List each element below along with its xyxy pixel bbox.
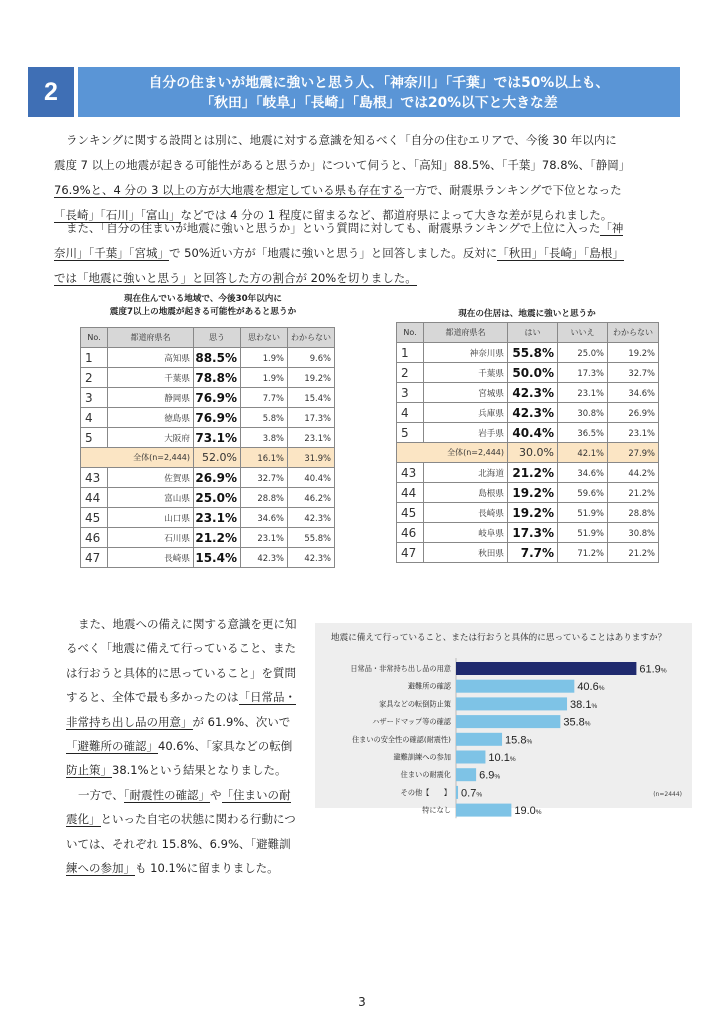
unknown-percent-cell: 32.7% bbox=[608, 363, 659, 383]
value-number: 15.8 bbox=[505, 734, 527, 747]
rank-cell: 45 bbox=[397, 503, 424, 523]
table-row bbox=[397, 343, 659, 363]
primary-percent-cell: 21.2% bbox=[194, 528, 241, 548]
secondary-percent-cell: 5.8% bbox=[241, 408, 288, 428]
table-row bbox=[81, 408, 335, 428]
table1-caption bbox=[80, 293, 326, 319]
value-label bbox=[479, 770, 500, 782]
secondary-percent-cell: 28.8% bbox=[241, 488, 288, 508]
value-unit: % bbox=[535, 809, 542, 817]
table1-header-yes: 思う bbox=[194, 328, 241, 348]
total-unknown-percent: 27.9% bbox=[608, 443, 659, 463]
primary-percent-cell: 19.2% bbox=[508, 503, 558, 523]
rank-cell: 3 bbox=[397, 383, 424, 403]
chart-note: (n=2444) bbox=[653, 791, 682, 798]
total-secondary-percent: 42.1% bbox=[558, 443, 608, 463]
value-number: 10.1 bbox=[488, 752, 510, 764]
rank-cell: 47 bbox=[397, 543, 424, 563]
chart-plot bbox=[315, 623, 692, 818]
total-row bbox=[397, 443, 659, 463]
value-label bbox=[514, 805, 541, 817]
prefecture-cell: 神奈川県 bbox=[424, 343, 508, 363]
bar bbox=[456, 662, 636, 675]
unknown-percent-cell: 34.6% bbox=[608, 383, 659, 403]
para2-line2-b: で 50%近い方が「地震に強いと思う」と回答しました。反対に bbox=[169, 246, 498, 260]
rank-cell: 4 bbox=[81, 408, 108, 428]
bar bbox=[456, 715, 560, 728]
para3-line6-b: 40.6%、「家具などの転倒 bbox=[158, 738, 293, 753]
secondary-percent-cell: 23.1% bbox=[241, 528, 288, 548]
prefecture-cell: 富山県 bbox=[108, 488, 194, 508]
total-unknown-percent: 31.9% bbox=[288, 448, 335, 468]
secondary-percent-cell: 34.6% bbox=[241, 508, 288, 528]
para3-line3: は行おうと具体的に思っていること」を質問 bbox=[66, 665, 296, 680]
prefecture-cell: 岐阜県 bbox=[424, 523, 508, 543]
category-label: 避難所の確認 bbox=[407, 681, 451, 691]
unknown-percent-cell: 26.9% bbox=[608, 403, 659, 423]
value-unit: % bbox=[591, 702, 598, 710]
section-number: 2 bbox=[28, 67, 74, 117]
value-unit: % bbox=[526, 738, 533, 746]
prefecture-cell: 長崎県 bbox=[424, 503, 508, 523]
value-unit: % bbox=[584, 720, 591, 728]
primary-percent-cell: 88.5% bbox=[194, 348, 241, 368]
table2-header-row bbox=[397, 323, 659, 343]
rank-cell: 45 bbox=[81, 508, 108, 528]
value-number: 6.9 bbox=[479, 769, 495, 782]
para3-line5 bbox=[66, 710, 306, 734]
bar bbox=[456, 768, 476, 781]
para2-line2 bbox=[54, 241, 666, 266]
section-title-line1: 自分の住まいが地震に強いと思う人、「神奈川」「千葉」では50%以上も、 bbox=[148, 75, 610, 91]
secondary-percent-cell: 36.5% bbox=[558, 423, 608, 443]
secondary-percent-cell: 51.9% bbox=[558, 503, 608, 523]
prefecture-cell: 兵庫県 bbox=[424, 403, 508, 423]
prefecture-cell: 徳島県 bbox=[108, 408, 194, 428]
unknown-percent-cell: 40.4% bbox=[288, 468, 335, 488]
table1-header-pref: 都道府県名 bbox=[108, 328, 194, 348]
secondary-percent-cell: 59.6% bbox=[558, 483, 608, 503]
table2-header-yes: はい bbox=[508, 323, 558, 343]
para1-line2: 震度 7 以上の地震が起きる可能性があると思うか」について伺うと、「高知」88.5%、「千葉」78.8%、「静岡」 bbox=[54, 158, 631, 172]
secondary-percent-cell: 1.9% bbox=[241, 348, 288, 368]
bar bbox=[456, 697, 567, 710]
primary-percent-cell: 17.3% bbox=[508, 523, 558, 543]
para3-line2: るべく「地震に備えて行っていること、また bbox=[66, 641, 296, 656]
table-row bbox=[81, 428, 335, 448]
secondary-percent-cell: 25.0% bbox=[558, 343, 608, 363]
rank-cell: 47 bbox=[81, 548, 108, 568]
table2-caption bbox=[396, 308, 658, 321]
unknown-percent-cell: 19.2% bbox=[288, 368, 335, 388]
value-label bbox=[505, 734, 532, 746]
table1-header-no: No. bbox=[81, 328, 108, 348]
para3-line6 bbox=[66, 734, 306, 758]
primary-percent-cell: 78.8% bbox=[194, 368, 241, 388]
value-number: 0.7 bbox=[461, 787, 477, 800]
para3-line5-b: が 61.9%、次いで bbox=[192, 714, 291, 729]
para2-line2-underlined-c: 「秋田」「長崎」「島根」 bbox=[497, 246, 624, 260]
para3-line1: また、地震への備えに関する意識を更に知 bbox=[78, 617, 297, 631]
para3-line11-b: も 10.1%に留まりました。 bbox=[135, 860, 279, 875]
primary-percent-cell: 42.3% bbox=[508, 403, 558, 423]
unknown-percent-cell: 21.2% bbox=[608, 543, 659, 563]
rank-cell: 5 bbox=[397, 423, 424, 443]
value-label bbox=[488, 752, 515, 764]
para3-line8-underlined-b: 「耐震性の確認」 bbox=[123, 787, 211, 802]
total-secondary-percent: 16.1% bbox=[241, 448, 288, 468]
table1-header-row bbox=[81, 328, 335, 348]
para3-line6-underlined: 「避難所の確認」 bbox=[66, 738, 158, 753]
table-row bbox=[81, 348, 335, 368]
para3-line11-underlined: 練への参加」 bbox=[66, 860, 135, 875]
unknown-percent-cell: 23.1% bbox=[288, 428, 335, 448]
secondary-percent-cell: 30.8% bbox=[558, 403, 608, 423]
value-label bbox=[563, 717, 590, 729]
para1-line3 bbox=[54, 178, 666, 203]
paragraph-1 bbox=[54, 128, 666, 228]
primary-percent-cell: 76.9% bbox=[194, 388, 241, 408]
para3-line9-underlined: 震化」 bbox=[66, 812, 101, 827]
table1-caption-line1: 現在住んでいる地域で、今後30年以内に bbox=[124, 294, 282, 304]
para2-line2-underlined-a: 奈川」「千葉」「宮城」 bbox=[54, 246, 169, 260]
para3-line11 bbox=[66, 856, 306, 880]
prefecture-cell: 佐賀県 bbox=[108, 468, 194, 488]
bar bbox=[456, 804, 511, 817]
table-row bbox=[81, 368, 335, 388]
value-label bbox=[461, 787, 482, 799]
table2-caption-line1: 現在の住居は、地震に強いと思うか bbox=[458, 309, 596, 319]
para3-line4-a: すると、全体で最も多かったのは bbox=[66, 690, 239, 705]
unknown-percent-cell: 42.3% bbox=[288, 548, 335, 568]
total-primary-percent: 30.0% bbox=[508, 443, 558, 463]
category-label: 家具などの転倒防止策 bbox=[379, 699, 451, 709]
unknown-percent-cell: 42.3% bbox=[288, 508, 335, 528]
rank-cell: 46 bbox=[81, 528, 108, 548]
primary-percent-cell: 23.1% bbox=[194, 508, 241, 528]
value-number: 35.8 bbox=[563, 716, 585, 729]
bar bbox=[456, 751, 485, 764]
para1-line3-rest: 一方で、耐震県ランキングで下位となった bbox=[403, 183, 622, 197]
primary-percent-cell: 40.4% bbox=[508, 423, 558, 443]
table2 bbox=[396, 322, 659, 563]
value-number: 38.1 bbox=[570, 698, 592, 711]
para3-line10: いては、それぞれ 15.8%、6.9%、「避難訓 bbox=[66, 836, 291, 851]
primary-percent-cell: 26.9% bbox=[194, 468, 241, 488]
secondary-percent-cell: 23.1% bbox=[558, 383, 608, 403]
secondary-percent-cell: 51.9% bbox=[558, 523, 608, 543]
unknown-percent-cell: 9.6% bbox=[288, 348, 335, 368]
unknown-percent-cell: 19.2% bbox=[608, 343, 659, 363]
rank-cell: 5 bbox=[81, 428, 108, 448]
primary-percent-cell: 42.3% bbox=[508, 383, 558, 403]
para3-line9 bbox=[66, 807, 306, 831]
total-primary-percent: 52.0% bbox=[194, 448, 241, 468]
value-unit: % bbox=[660, 667, 667, 675]
primary-percent-cell: 19.2% bbox=[508, 483, 558, 503]
value-number: 61.9 bbox=[639, 663, 661, 676]
unknown-percent-cell: 17.3% bbox=[288, 408, 335, 428]
section-title-line2: 「秋田」「岐阜」「長崎」「島根」では20%以下と大きな差 bbox=[200, 95, 558, 111]
rank-cell: 2 bbox=[81, 368, 108, 388]
para2-line3-underlined: では「地震に強いと思う」と回答した方の割合が 20%を切りました。 bbox=[54, 271, 417, 285]
rank-cell: 2 bbox=[397, 363, 424, 383]
para3-line4-underlined: 「日常品・ bbox=[238, 690, 296, 705]
prefecture-cell: 島根県 bbox=[424, 483, 508, 503]
para1-line4-rest: などでは 4 分の 1 程度に留まるなど、都道府県によって大きな差が見られました。 bbox=[180, 208, 613, 222]
category-label: 住まいの安全性の確認(耐震性) bbox=[351, 734, 451, 744]
table2-header-unknown: わからない bbox=[608, 323, 659, 343]
page-number: 3 bbox=[358, 995, 366, 1009]
value-unit: % bbox=[476, 791, 483, 799]
table-row bbox=[397, 423, 659, 443]
rank-cell: 4 bbox=[397, 403, 424, 423]
table2-header-no-answer: いいえ bbox=[558, 323, 608, 343]
prefecture-cell: 北海道 bbox=[424, 463, 508, 483]
primary-percent-cell: 73.1% bbox=[194, 428, 241, 448]
table-row bbox=[397, 543, 659, 563]
primary-percent-cell: 25.0% bbox=[194, 488, 241, 508]
secondary-percent-cell: 1.9% bbox=[241, 368, 288, 388]
secondary-percent-cell: 34.6% bbox=[558, 463, 608, 483]
para2-line1-a: また、「自分の住まいが地震に強いと思うか」という質問に対しても、耐震県ランキングで上位に入った bbox=[66, 221, 601, 235]
primary-percent-cell: 21.2% bbox=[508, 463, 558, 483]
secondary-percent-cell: 32.7% bbox=[241, 468, 288, 488]
table-row bbox=[397, 503, 659, 523]
rank-cell: 3 bbox=[81, 388, 108, 408]
prefecture-cell: 秋田県 bbox=[424, 543, 508, 563]
table-row bbox=[81, 488, 335, 508]
para3-line8-c: や bbox=[210, 787, 222, 802]
para3-line7 bbox=[66, 758, 306, 782]
primary-percent-cell: 15.4% bbox=[194, 548, 241, 568]
prefecture-cell: 岩手県 bbox=[424, 423, 508, 443]
secondary-percent-cell: 42.3% bbox=[241, 548, 288, 568]
category-label: 避難訓練への参加 bbox=[393, 752, 451, 762]
table-row bbox=[397, 363, 659, 383]
unknown-percent-cell: 55.8% bbox=[288, 528, 335, 548]
paragraph-2 bbox=[54, 216, 666, 291]
table-row bbox=[397, 463, 659, 483]
secondary-percent-cell: 71.2% bbox=[558, 543, 608, 563]
table-row bbox=[397, 483, 659, 503]
section-header bbox=[28, 67, 680, 117]
rank-cell: 43 bbox=[81, 468, 108, 488]
table-row bbox=[81, 388, 335, 408]
prefecture-cell: 千葉県 bbox=[424, 363, 508, 383]
paragraph-3 bbox=[66, 612, 306, 880]
prefecture-cell: 高知県 bbox=[108, 348, 194, 368]
chart-title: 地震に備えて行っていること、または行おうと具体的に思っていることはありますか？ bbox=[331, 633, 667, 643]
category-label: その他【 】 bbox=[400, 787, 451, 797]
total-label: 全体(n=2,444) bbox=[397, 443, 508, 463]
bar bbox=[456, 733, 502, 746]
prefecture-cell: 山口県 bbox=[108, 508, 194, 528]
table2-header-pref: 都道府県名 bbox=[424, 323, 508, 343]
table1-caption-line2: 震度7以上の地震が起きる可能性があると思うか bbox=[109, 307, 297, 317]
primary-percent-cell: 50.0% bbox=[508, 363, 558, 383]
unknown-percent-cell: 46.2% bbox=[288, 488, 335, 508]
preparedness-bar-chart bbox=[315, 623, 692, 818]
prefecture-cell: 静岡県 bbox=[108, 388, 194, 408]
para1-line4-underlined: 「長崎」「石川」「富山」 bbox=[54, 208, 181, 222]
value-label bbox=[639, 664, 666, 676]
para3-line8-underlined-d: 「住まいの耐 bbox=[221, 787, 291, 802]
rank-cell: 44 bbox=[81, 488, 108, 508]
total-row bbox=[81, 448, 335, 468]
value-unit: % bbox=[598, 685, 605, 693]
rank-cell: 46 bbox=[397, 523, 424, 543]
section-title bbox=[78, 67, 680, 117]
table-row bbox=[397, 403, 659, 423]
value-unit: % bbox=[494, 773, 501, 781]
table-row bbox=[81, 548, 335, 568]
table2-header-no: No. bbox=[397, 323, 424, 343]
prefecture-cell: 長崎県 bbox=[108, 548, 194, 568]
primary-percent-cell: 7.7% bbox=[508, 543, 558, 563]
table1-header-unknown: わからない bbox=[288, 328, 335, 348]
primary-percent-cell: 55.8% bbox=[508, 343, 558, 363]
unknown-percent-cell: 30.8% bbox=[608, 523, 659, 543]
table-row bbox=[397, 523, 659, 543]
primary-percent-cell: 76.9% bbox=[194, 408, 241, 428]
para2-line3 bbox=[54, 266, 666, 291]
value-number: 40.6 bbox=[577, 681, 599, 694]
category-label: 特になし bbox=[422, 805, 451, 815]
para3-line5-underlined: 非常持ち出し品の用意」 bbox=[66, 714, 193, 729]
secondary-percent-cell: 3.8% bbox=[241, 428, 288, 448]
para3-line9-b: といった自宅の状態に関わる行動につ bbox=[100, 812, 296, 827]
value-label bbox=[577, 681, 604, 693]
unknown-percent-cell: 15.4% bbox=[288, 388, 335, 408]
rank-cell: 1 bbox=[397, 343, 424, 363]
table1-header-no-answer: 思わない bbox=[241, 328, 288, 348]
secondary-percent-cell: 17.3% bbox=[558, 363, 608, 383]
table-row bbox=[81, 508, 335, 528]
category-label: 住まいの耐震化 bbox=[400, 770, 451, 780]
secondary-percent-cell: 7.7% bbox=[241, 388, 288, 408]
unknown-percent-cell: 28.8% bbox=[608, 503, 659, 523]
para3-line7-b: 38.1%という結果となりました。 bbox=[112, 763, 287, 778]
total-label: 全体(n=2,444) bbox=[81, 448, 194, 468]
rank-cell: 44 bbox=[397, 483, 424, 503]
value-number: 19.0 bbox=[514, 805, 536, 818]
para1-line1: ランキングに関する設問とは別に、地震に対する意識を知るべく「自分の住むエリアで、今後 30 年以内に bbox=[66, 133, 617, 147]
bar bbox=[456, 680, 574, 693]
table-row bbox=[397, 383, 659, 403]
para3-line8-a: 一方で、 bbox=[78, 787, 124, 802]
para3-line8 bbox=[78, 783, 306, 807]
para1-line3-underlined: 76.9%と、4 分の 3 以上の方が大地震を想定している県も存在する bbox=[54, 183, 404, 197]
rank-cell: 43 bbox=[397, 463, 424, 483]
table-row bbox=[81, 468, 335, 488]
category-label: ハザードマップ等の確認 bbox=[372, 717, 451, 727]
prefecture-cell: 千葉県 bbox=[108, 368, 194, 388]
unknown-percent-cell: 21.2% bbox=[608, 483, 659, 503]
para3-line7-underlined: 防止策」 bbox=[66, 763, 112, 778]
bar bbox=[456, 786, 458, 799]
prefecture-cell: 大阪府 bbox=[108, 428, 194, 448]
para3-line4 bbox=[66, 685, 306, 709]
rank-cell: 1 bbox=[81, 348, 108, 368]
table1 bbox=[80, 327, 335, 568]
value-label bbox=[570, 699, 597, 711]
unknown-percent-cell: 44.2% bbox=[608, 463, 659, 483]
para2-line1-underlined: 「神 bbox=[600, 221, 624, 235]
para2-line1 bbox=[66, 216, 666, 241]
unknown-percent-cell: 23.1% bbox=[608, 423, 659, 443]
table-row bbox=[81, 528, 335, 548]
prefecture-cell: 石川県 bbox=[108, 528, 194, 548]
category-label: 日常品・非常持ち出し品の用意 bbox=[350, 664, 451, 673]
prefecture-cell: 宮城県 bbox=[424, 383, 508, 403]
value-unit: % bbox=[509, 756, 516, 763]
